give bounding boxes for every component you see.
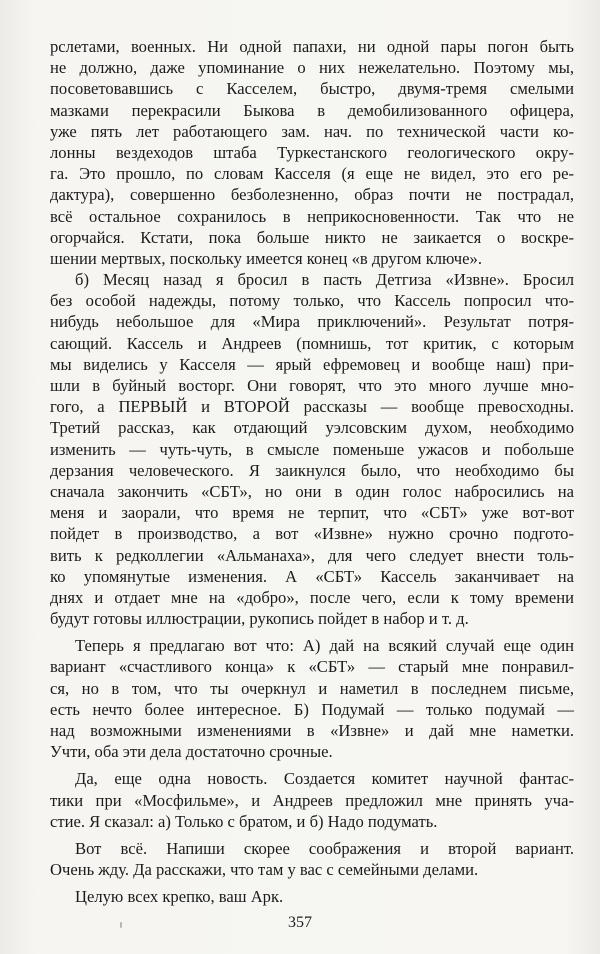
text-line: огорчайся. Кстати, пока больше никто не заикается о воскре- — [50, 227, 574, 247]
text-line: мы виделись у Касселя — ярый ефремовец и вообще наш) при- — [50, 354, 574, 374]
paragraph — [50, 768, 574, 832]
text-line: лонны вездеходов штаба Туркестанского геологического окру- — [50, 142, 574, 162]
paragraph — [50, 886, 574, 907]
text-line: посоветовавшись с Касселем, быстро, двумя-тремя смелыми — [50, 79, 574, 99]
text-line: сначала закончить «СБТ», но они в один голос набросились на — [50, 481, 574, 501]
text-line: дактура), совершенно безболезненно, образ почти не пострадал, — [50, 185, 574, 205]
text-line: тики при «Мосфильме», и Андреев предложил мне принять уча- — [50, 790, 574, 810]
text-line: шли в буйный восторг. Они говорят, что это много лучше мно- — [50, 376, 574, 395]
text-line: уже пять лет работающего зам. нач. по технической части ко- — [50, 121, 574, 141]
paragraph — [50, 635, 574, 762]
text-line: вариант «счастливого конца» к «СБТ» — старый мне понравил- — [50, 657, 574, 677]
text-line: есть нечто более интересное. Б) Подумай — только подумай — — [50, 699, 574, 719]
text-line: Теперь я предлагаю вот что: А) дай на всякий случай еще один — [75, 636, 574, 656]
text-line: над возможными изменениями в «Извне» и дай мне наметки. — [50, 721, 574, 740]
text-line: Целую всех крепко, ваш Арк. — [75, 887, 284, 907]
text-line: гого, а ПЕРВЫЙ и ВТОРОЙ рассказы — вообще превосходны. — [50, 397, 574, 417]
text-line: меня и заорали, что время не терпит, что «СБТ» уже вот-вот — [50, 503, 574, 523]
text-line: Да, еще одна новость. Создается комитет научной фантас- — [75, 769, 574, 789]
text-line: днях и отдает мне на «добро», после чего, если к тому времени — [50, 587, 574, 607]
text-line: вить к редколлегии «Альманаха», для чего следует внести толь- — [50, 545, 574, 565]
text-line: шении мертвых, поскольку имеется конец «в другом ключе». — [50, 248, 482, 268]
text-line: всё остальное сохранилось в неприкосновенности. Так что не — [50, 206, 574, 226]
page-number: 357 — [288, 914, 312, 931]
text-line: дерзания человеческого. Я заикнулся было, что необходимо бы — [50, 460, 574, 480]
text-line: будут готовы иллюстрации, рукопись пойдет в набор и т. д. — [50, 609, 469, 629]
text-line: пойдет в производство, а вот «Извне» нужно срочно подгото- — [50, 524, 574, 544]
text-line: б) Месяц назад я бросил в пасть Детгиза «Извне». Бросил — [75, 270, 574, 290]
paragraph — [50, 36, 574, 269]
paragraph — [50, 838, 574, 880]
text-line: рслетами, военных. Ни одной папахи, ни одной пары погон быть — [50, 37, 574, 56]
text-line: сающий. Кассель и Андреев (помнишь, тот критик, с которым — [50, 333, 574, 353]
text-line: Очень жду. Да расскажи, что там у вас с семейными делами. — [50, 860, 479, 880]
text-line: изменить — чуть-чуть, в смысле поменьше ужасов и побольше — [50, 439, 574, 459]
text-line: Третий рассказ, как отдающий уэлсовским духом, необходимо — [50, 418, 574, 438]
text-line: ко упомянутые изменения. А «СБТ» Кассель заканчивает на — [50, 566, 574, 586]
text-line: мазками перекрасили Быкова в демобилизованного офицера, — [50, 100, 574, 120]
text-line: Вот всё. Напиши скорее соображения и второй вариант. — [75, 838, 574, 858]
text-line: без особой надежды, потому только, что Кассель попросил что- — [50, 291, 574, 311]
text-line: нибудь небольшое для «Мира приключений». Результат потря- — [50, 312, 574, 332]
text-line: ся, но в том, что ты очеркнул и наметил в последнем письме, — [50, 678, 574, 698]
letter-text — [50, 36, 574, 908]
paragraph — [50, 269, 574, 629]
text-line: Учти, оба эти дела достаточно срочные. — [50, 742, 333, 762]
text-line: га. Это прошло, по словам Касселя (я еще не видел, это его ре- — [50, 164, 574, 184]
text-line: стие. Я сказал: а) Только с братом, и б) Надо подумать. — [50, 811, 438, 831]
text-line: не должно, даже упоминание о них нежелательно. Поэтому мы, — [50, 58, 574, 78]
